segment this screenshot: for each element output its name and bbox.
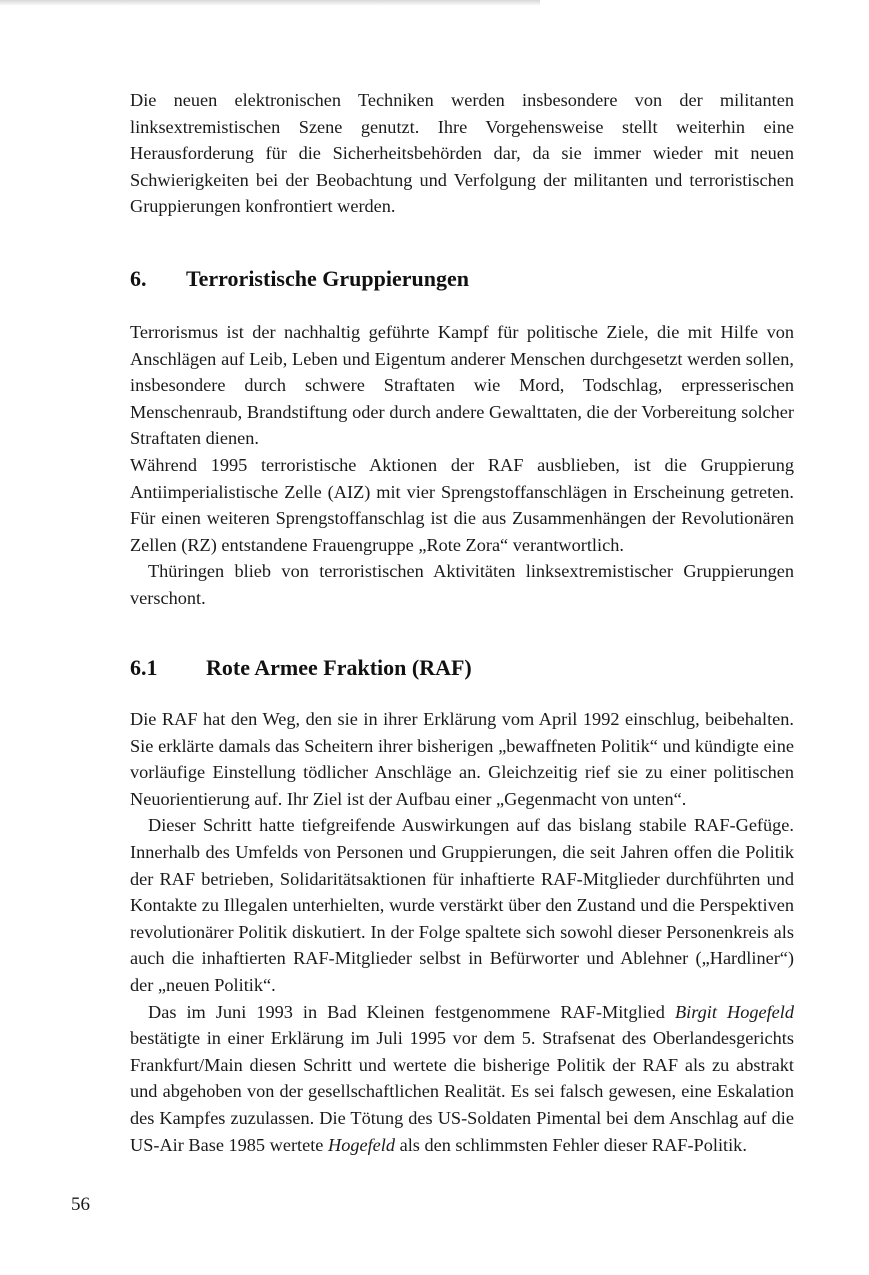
scan-edge-shadow xyxy=(0,0,540,6)
section-6-heading xyxy=(130,265,469,293)
section-6-number: 6. xyxy=(130,266,147,291)
person-name: Birgit Hogefeld xyxy=(674,1001,795,1022)
section-6-1-paragraph: Die RAF hat den Weg, den sie in ihrer Erklärung vom April 1992 einschlug, beibehalten. Sie erklärte damals das Scheitern ihrer bisherigen „bewaffneten Politik“ und kündigte eine vorläufige Einstellung tödlicher Anschläge an. Gleichzeitig rief sie zu einer politischen Neuorientierung auf. Ihr Ziel ist der Aufbau einer „Gegenmacht von unten“. xyxy=(130,709,794,809)
section-6-paragraph: Terrorismus ist der nachhaltig geführte Kampf für politische Ziele, die mit Hilfe von Anschlägen auf Leib, Leben und Eigentum anderer Menschen durchgesetzt werden sollen, insbesondere durch schwere Straftaten wie Mord, Todschlag, erpresserischen Menschenraub, Brandstiftung oder durch andere Gewalttaten, die der Vorbereitung solcher Straftaten dienen. xyxy=(130,322,794,449)
section-6-1-heading xyxy=(130,654,472,682)
intro-paragraph: Die neuen elektronischen Techniken werden insbesondere von der militanten linksextremistischen Szene genutzt. Ihre Vorgehensweise stellt weiterhin eine Herausforderung für die Sicherheitsbehörden dar, da sie immer wieder mit neuen Schwierigkeiten bei der Beobachtung und Verfolgung der militanten und terroristischen Gruppierungen konfrontiert werden. xyxy=(130,90,794,217)
paragraph-text: bestätigte in einer Erklärung im Juli 1995 vor dem 5. Strafsenat des Oberlandesgerichts Frankfurt/Main diesen Schritt und wertete die bisherige Politik der RAF als zu abstrakt und abgehoben von der gesellschaftlichen Realität. Es sei falsch gewesen, eine Eskalation des Kampfes zuzulassen. Die Tötung des US-Soldaten Pimental bei dem Anschlag auf die US-Air Base 1985 wertete xyxy=(130,1028,794,1155)
section-6-1-paragraph: Dieser Schritt hatte tiefgreifende Auswirkungen auf das bislang stabile RAF-Gefüge. Innerhalb des Umfelds von Personen und Gruppierungen, die seit Jahren offen die Politik der RAF betrieben, Solidaritätsaktionen für inhaftierte RAF-Mitglieder durchführten und Kontakte zu Illegalen unterhielten, wurde verstärkt über den Zustand und die Perspektiven revolutionärer Politik diskutiert. In der Folge spaltete sich sowohl dieser Personenkreis als auch die inhaftierten RAF-Mitglieder selbst in Befürworter und Ablehner („Hardliner“) der „neuen Politik“. xyxy=(130,815,794,995)
section-6-paragraph: Während 1995 terroristische Aktionen der RAF ausblieben, ist die Gruppierung Antiimperialistische Zelle (AIZ) mit vier Sprengstoffanschlägen in Erscheinung getreten. Für einen weiteren Sprengstoffanschlag ist die aus Zusammenhängen der Revolutionären Zellen (RZ) entstandene Frauengruppe „Rote Zora“ verantwortlich. xyxy=(130,454,794,555)
section-6-1-paragraph xyxy=(130,999,794,1159)
section-6-body xyxy=(130,319,794,612)
paragraph-text: als den schlimmsten Fehler dieser RAF-Politik. xyxy=(395,1134,747,1155)
section-6-1-number: 6.1 xyxy=(130,655,158,680)
section-6-title: Terroristische Gruppierungen xyxy=(186,266,469,291)
section-6-1-title: Rote Armee Fraktion (RAF) xyxy=(206,655,472,680)
page-number: 56 xyxy=(71,1194,90,1215)
paragraph-text: Das im Juni 1993 in Bad Kleinen festgenommene RAF-Mitglied xyxy=(148,1001,675,1022)
person-name: Hogefeld xyxy=(328,1134,396,1155)
section-6-1-body xyxy=(130,706,794,1158)
section-6-paragraph: Thüringen blieb von terroristischen Aktivitäten linksextremistischer Gruppierungen verschont. xyxy=(130,561,794,608)
